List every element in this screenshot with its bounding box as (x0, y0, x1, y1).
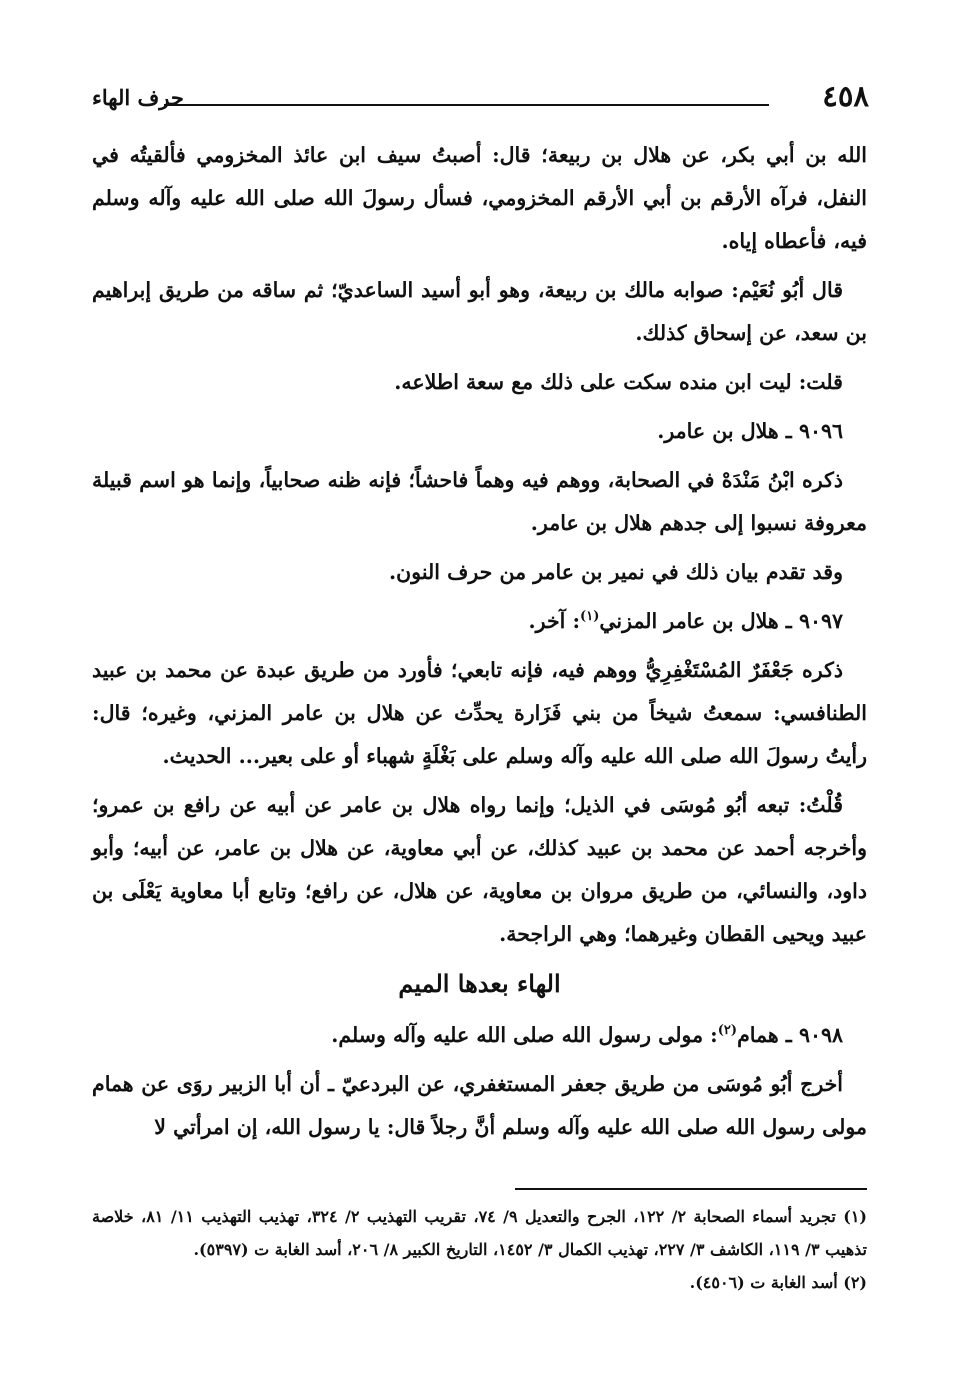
entry-title: ٩٠٩٧ ـ هلال بن عامر المزني (599, 609, 843, 633)
page-header (92, 80, 869, 120)
entry-desc: : مولى رسول الله صلى الله عليه وآله وسلم. (331, 1023, 718, 1047)
footnote-rule (515, 1188, 867, 1190)
entry-desc: : آخر. (528, 609, 581, 633)
paragraph: أخرج أبُو مُوسَى من طريق جعفر المستغفري، عن البردعيّ ـ أن أبا الزبير روَى عن همام مولى رسول الله صلى الله عليه وآله وسلم أنَّ رجلاً قال: يا رسول الله، إن امرأتي لا (92, 1072, 867, 1139)
footnote-ref[interactable]: (١) (580, 609, 600, 625)
header-rule (164, 104, 769, 106)
paragraph: قلت: ليت ابن منده سكت على ذلك مع سعة اطلاعه. (394, 370, 843, 394)
paragraph: وقد تقدم بيان ذلك في نمير بن عامر من حرف النون. (389, 560, 843, 584)
paragraph: الله بن أبي بكر، عن هلال بن ربيعة؛ قال: أصبتُ سيف ابن عائذ المخزومي فألقيتُه في النفل، فرآه الأرقم بن أبي الأرقم المخزومي، فسأل رسولَ الله صلى الله عليه وآله وسلم فيه، فأعطاه إياه. (92, 143, 867, 253)
footnote: (٢) أسد الغابة ت (٤٥٠٦). (689, 1273, 867, 1292)
footnotes (92, 1200, 867, 1299)
entry-title: ٩٠٩٨ ـ همام (737, 1023, 843, 1047)
entry-heading (92, 1014, 867, 1057)
entry-heading: ٩٠٩٦ ـ هلال بن عامر. (657, 419, 843, 443)
main-text (92, 134, 867, 1155)
paragraph: ذكره ابْنُ مَنْدَهْ في الصحابة، ووهم فيه وهماً فاحشاً؛ فإنه ظنه صحابياً، وإنما هو اسم قبيلة معروفة نسبوا إلى جدهم هلال بن عامر. (92, 468, 867, 535)
entry-heading (92, 600, 867, 643)
paragraph: ذكره جَعْفَرٌ المُسْتَغْفِرِيُّ ووهم فيه، فإنه تابعي؛ فأورد من طريق عبدة عن محمد بن عبيد الطنافسي: سمعتُ شيخاً من بني فَزَارة يحدِّث عن هلال بن عامر المزني، وغيره؛ قال: رأيتُ رسولَ الله صلى الله عليه وآله وسلم على بَغْلَةٍ شهباء أو على بعير... الحديث. (92, 658, 867, 768)
running-title: حرف الهاء (92, 85, 184, 110)
section-heading: الهاء بعدها الميم (398, 969, 561, 998)
paragraph: قال أبُو نُعَيْم: صوابه مالك بن ربيعة، وهو أبو أسيد الساعديّ؛ ثم ساقه من طريق إبراهيم بن سعد، عن إسحاق كذلك. (92, 278, 867, 345)
paragraph: قُلْتُ: تبعه أبُو مُوسَى في الذيل؛ وإنما رواه هلال بن عامر عن أبيه عن رافع بن عمرو؛ وأخرجه أحمد عن محمد بن عبيد كذلك، عن أبي معاوية، عن هلال بن عامر، عن أبيه؛ وأبو داود، والنسائي، من طريق مروان بن معاوية، عن هلال، عن رافع؛ وتابع أبا معاوية يَعْلَى بن عبيد ويحيى القطان وغيرهما؛ وهي الراجحة. (92, 793, 867, 946)
page-number: ٤٥٨ (822, 79, 869, 113)
footnote-ref[interactable]: (٢) (717, 1023, 738, 1039)
footnote: (١) تجريد أسماء الصحابة ٢/ ١٢٢، الجرح والتعديل ٩/ ٧٤، تقريب التهذيب ٢/ ٣٢٤، تهذيب التهذيب ١١/ ٨١، خلاصة تذهيب ٣/ ١١٩، الكاشف ٣/ ٢٢٧، تهذيب الكمال ٣/ ١٤٥٢، التاريخ الكبير ٨/ ٢٠٦، أسد الغابة ت (٥٣٩٧). (92, 1207, 867, 1259)
